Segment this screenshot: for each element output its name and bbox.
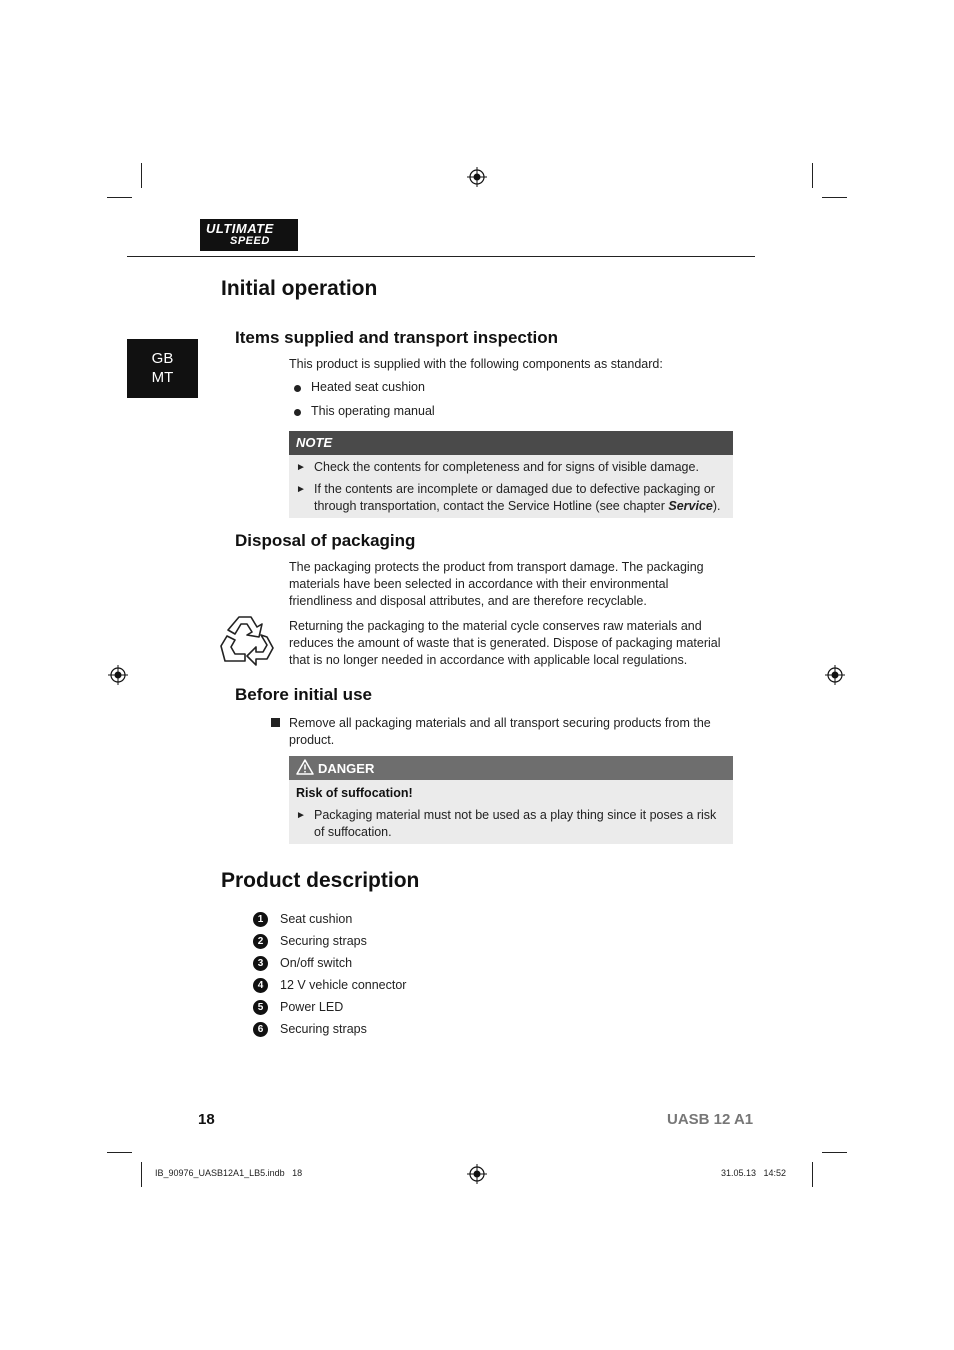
number-badge-icon: 6 bbox=[253, 1022, 268, 1037]
registration-mark-icon bbox=[825, 665, 845, 685]
slug-date-info: 31.05.13 14:52 bbox=[721, 1168, 787, 1178]
component-label: Heated seat cushion bbox=[311, 380, 425, 394]
crop-mark bbox=[812, 163, 813, 188]
slug-file-info: IB_90976_UASB12A1_LB5.indb 18 bbox=[155, 1168, 303, 1178]
crop-mark bbox=[107, 197, 132, 198]
bullet-icon bbox=[294, 409, 301, 416]
crop-mark bbox=[822, 197, 847, 198]
crop-mark bbox=[812, 1162, 813, 1187]
arrow-right-icon: ► bbox=[296, 810, 306, 821]
part-label: Securing straps bbox=[280, 934, 367, 948]
crop-mark bbox=[107, 1152, 132, 1153]
note-box bbox=[289, 431, 733, 518]
heading-items-supplied: Items supplied and transport inspection bbox=[235, 328, 559, 347]
part-label: Power LED bbox=[280, 1000, 344, 1014]
crop-mark bbox=[822, 1152, 847, 1153]
note-item-text: Check the contents for completeness and for signs of visible damage. bbox=[314, 460, 699, 474]
part-label: Securing straps bbox=[280, 1022, 367, 1036]
registration-mark-icon bbox=[467, 1164, 487, 1184]
crop-mark bbox=[141, 1162, 142, 1187]
registration-mark-icon bbox=[108, 665, 128, 685]
number-badge-icon: 4 bbox=[253, 978, 268, 993]
items-intro-text: This product is supplied with the following components as standard: bbox=[289, 357, 663, 371]
registration-mark-icon bbox=[467, 167, 487, 187]
model-number: UASB 12 A1 bbox=[667, 1111, 754, 1128]
danger-label: DANGER bbox=[318, 761, 375, 776]
warning-triangle-icon bbox=[296, 759, 314, 775]
arrow-right-icon: ► bbox=[296, 484, 306, 495]
service-chapter-ref: Service bbox=[668, 499, 713, 513]
brand-logo bbox=[200, 219, 298, 251]
logo-text-bottom: SPEED bbox=[230, 235, 270, 247]
language-code-mt: MT bbox=[151, 369, 174, 386]
square-bullet-icon bbox=[271, 718, 280, 727]
page-number: 18 bbox=[198, 1111, 215, 1128]
number-badge-icon: 3 bbox=[253, 956, 268, 971]
part-label: On/off switch bbox=[280, 956, 353, 970]
section-title-product-description: Product description bbox=[221, 869, 420, 892]
crop-mark bbox=[141, 163, 142, 188]
disposal-para-1: The packaging protects the product from transport damage. The packaging materials have been selected in accordance with their environmental friendliness and disposal attributes, and are therefore recyclable. bbox=[289, 560, 704, 608]
note-item-text: If the contents are incomplete or damaged due to defective packaging or through transportation, contact the Service Hotline (see chapter Service). bbox=[314, 482, 721, 513]
section-title-initial-operation: Initial operation bbox=[221, 277, 378, 300]
danger-box bbox=[289, 756, 733, 844]
arrow-right-icon: ► bbox=[296, 462, 306, 473]
disposal-para-2: Returning the packaging to the material cycle conserves raw materials and reduces the amount of waste that is generated. Dispose of packaging material that is no longer needed in accordance with applicable local regulations. bbox=[289, 619, 721, 667]
number-badge-icon: 5 bbox=[253, 1000, 268, 1015]
logo-text-top: ULTIMATE bbox=[206, 221, 274, 236]
danger-header bbox=[289, 756, 733, 780]
heading-before-initial-use: Before initial use bbox=[235, 685, 372, 704]
note-label: NOTE bbox=[296, 435, 333, 450]
danger-risk-title: Risk of suffocation! bbox=[296, 786, 413, 800]
bullet-icon bbox=[294, 385, 301, 392]
danger-item-text: Packaging material must not be used as a play thing since it poses a risk of suffocation. bbox=[314, 808, 717, 839]
language-tab bbox=[127, 339, 198, 398]
part-label: Seat cushion bbox=[280, 912, 353, 926]
part-label: 12 V vehicle connector bbox=[280, 978, 407, 992]
heading-disposal: Disposal of packaging bbox=[235, 531, 416, 550]
before-use-instruction: Remove all packaging materials and all transport securing products from the product. bbox=[289, 716, 711, 747]
component-label: This operating manual bbox=[311, 404, 435, 418]
header-rule bbox=[127, 256, 755, 257]
number-badge-icon: 1 bbox=[253, 912, 268, 927]
note-header bbox=[289, 431, 733, 455]
language-code-gb: GB bbox=[151, 350, 174, 367]
recycle-icon bbox=[217, 613, 275, 669]
number-badge-icon: 2 bbox=[253, 934, 268, 949]
